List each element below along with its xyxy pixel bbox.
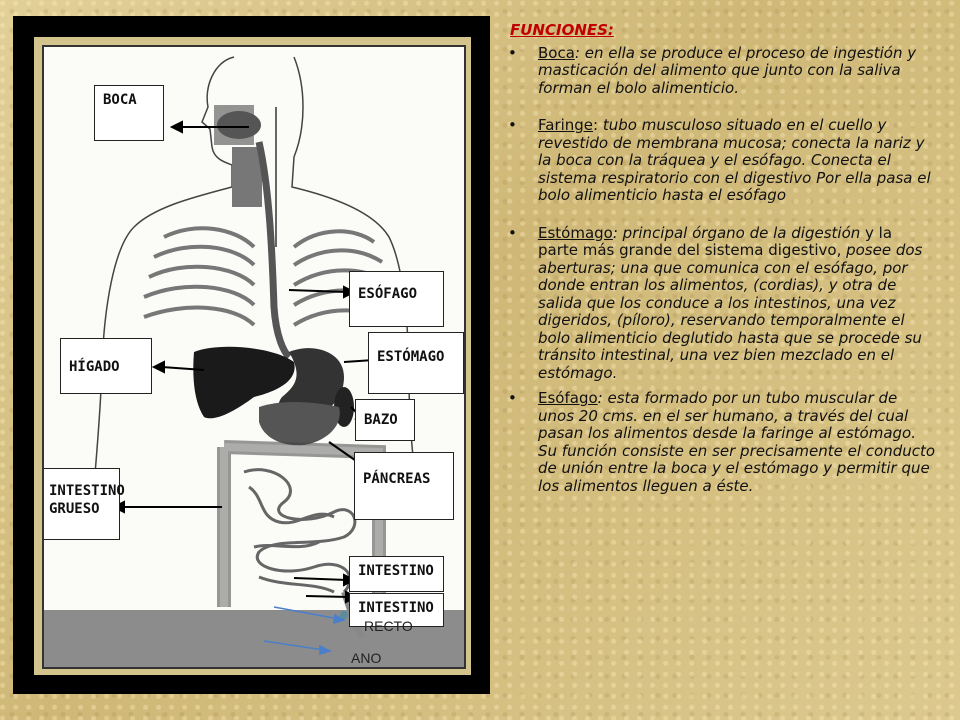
desc-boca: : en ella se produce el proceso de ingestión y masticación del alimento que junto con la saliva forman el bolo alimenticio. <box>538 43 917 97</box>
list-item-estomago <box>506 225 936 383</box>
label-esofago-text: ESÓFAGO <box>358 286 418 302</box>
label-pancreas <box>354 452 454 520</box>
label-boca-text: BOCA <box>103 92 137 108</box>
label-intestino-2-text: INTESTINO <box>358 600 434 616</box>
desc-esofago: : esta formado por un tubo muscular de unos 20 cms. en el ser humano, a través del cual pasan los alimentos desde la faringe al estómago. Su función consiste en ser precisamente el conducto de unión entre la boca y el estómago y permitir que los alimentos lleguen a éste. <box>538 389 936 495</box>
bullet-icon: • <box>508 43 517 62</box>
label-bazo <box>355 399 415 441</box>
label-higado-text: HÍGADO <box>69 359 120 375</box>
label-bazo-text: BAZO <box>364 412 398 428</box>
label-intestino-grueso <box>42 468 125 540</box>
label-intestino-1 <box>349 556 444 592</box>
list-item-faringe <box>506 117 936 205</box>
label-estomago-text: ESTÓMAGO <box>377 349 445 365</box>
diagram-frame <box>13 16 490 694</box>
label-ano: ANO <box>351 650 382 666</box>
label-pancreas-text: PÁNCREAS <box>363 471 431 487</box>
functions-list <box>506 45 936 496</box>
term-faringe: Faringe <box>538 116 594 134</box>
term-estomago: Estómago <box>538 223 613 242</box>
label-estomago <box>368 332 464 394</box>
list-item-esofago <box>506 390 936 495</box>
bullet-icon: • <box>508 389 517 407</box>
desc-faringe: tubo musculoso situado en el cuello y revestido de membrana mucosa; conecta la nariz y la boca con la tráquea y el esófago. Conecta el sistema respiratorio con el digestivo Por ella pasa el bolo alimenticio hasta el esófago <box>538 116 931 204</box>
label-intestino-grueso-line1: INTESTINO <box>49 483 125 499</box>
desc-estomago-b: posee dos aberturas; una que comunica con el esófago, por donde entran los alimentos, (cordias), y otra de salida que los conduce a los intestinos, una vez digeridos, (píloro), reservando temporalmente el bolo alimenticio deglutido hasta que se procede su tránsito intestinal, una vez bien mezclado en el estómago. <box>538 241 923 382</box>
diagram-mat <box>33 36 472 676</box>
desc-estomago-plain: y la parte más grande del sistema digestivo, <box>538 223 893 259</box>
term-esofago: Esófago <box>538 389 598 407</box>
list-item-boca <box>506 45 936 98</box>
bullet-icon: • <box>508 116 517 134</box>
label-esofago <box>349 271 444 327</box>
label-intestino-1-text: INTESTINO <box>358 563 434 579</box>
label-recto: RECTO <box>364 618 413 634</box>
bullet-icon: • <box>508 223 517 242</box>
desc-faringe-colon: : <box>593 116 603 134</box>
digestive-system-diagram <box>42 45 466 669</box>
label-higado <box>60 338 152 394</box>
term-boca: Boca <box>538 43 575 62</box>
desc-estomago-a: : principal órgano de la digestión <box>612 223 861 242</box>
label-intestino-grueso-line2: GRUESO <box>49 500 100 517</box>
functions-text <box>506 22 936 515</box>
functions-title: FUNCIONES: <box>510 21 614 39</box>
label-boca <box>94 85 164 141</box>
